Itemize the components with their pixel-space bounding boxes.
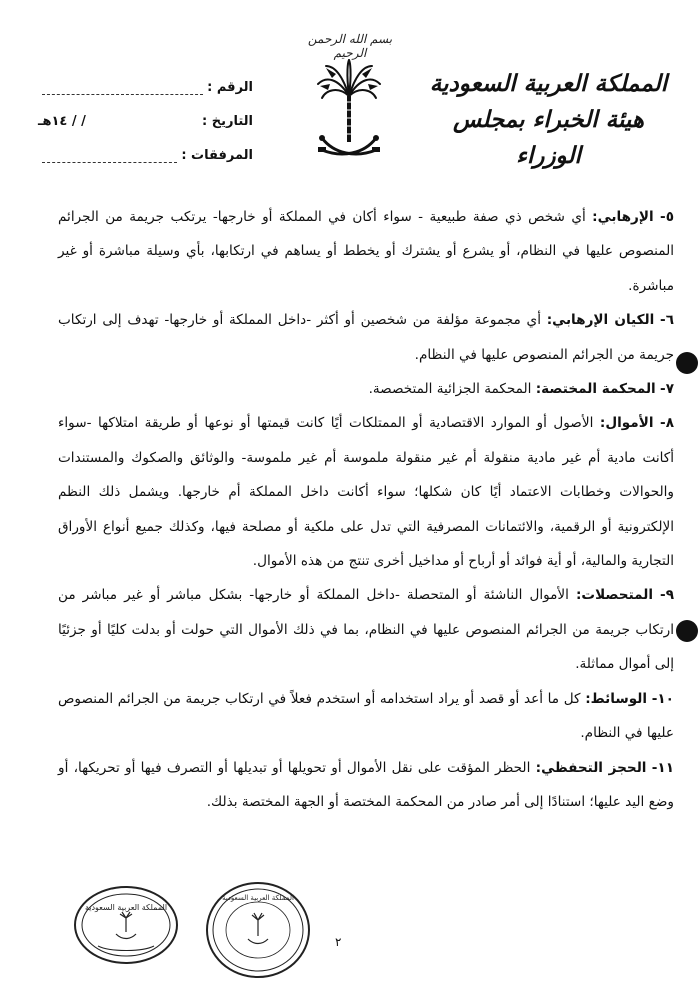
item-text: الأموال الناشئة أو المتحصلة -داخل المملكة أو خارجها- بشكل مباشر أو غير مباشر من ارتكاب جريمة من الجرائم المنصوص عليها في النظام، بما في ذلك الأموال التي حولت أو بدلت كليًا أو جزئيًا إلى أموال مماثلة.	[58, 587, 674, 673]
item-text: الأصول أو الموارد الاقتصادية أو الممتلكات أيًا كانت قيمتها أو نوعها أو طريقة امتلاكها -سواء أكانت مادية أم غير مادية منقولة أم غير منقولة ملموسة أم غير ملموسة- والوثائق والصكوك والمستندات والحوالات وخطابات الاعتماد أيًا كان شكلها؛ سواء أكانت داخل المملكة أم خارجها. ويشمل ذلك النظم الإلكترونية أو الرقمية، والائتمانات المصرفية التي تدل على ملكية أو مصلحة فيها، وكذلك جميع أنواع الأوراق التجارية والمالية، أو أية فوائد أو أرباح أو مداخيل أخرى تنتج من هذه الأموال.	[58, 415, 674, 570]
saudi-emblem-icon	[316, 58, 382, 168]
item-text: المحكمة الجزائية المتخصصة.	[368, 381, 532, 398]
date-row	[38, 104, 253, 138]
seal-right-text: المملكة العربية السعودية	[222, 894, 294, 902]
item-number: ٨-	[660, 415, 675, 432]
item-number: ٦-	[660, 312, 675, 329]
item-text: كل ما أعد أو قصد أو يراد استخدامه أو استخدم فعلاً في ارتكاب جريمة من الجرائم المنصوص عليها في النظام.	[58, 690, 674, 742]
item-term: الأموال:	[599, 415, 654, 432]
official-stamp-left	[74, 886, 178, 964]
attachments-label: المرفقات :	[181, 147, 253, 163]
definition-item	[58, 578, 674, 681]
reference-number-row	[38, 70, 253, 104]
item-term: الوسائط:	[585, 690, 648, 707]
org-line-bureau: هيئة الخبراء بمجلس الوزراء	[453, 106, 644, 169]
item-term: المتحصلات:	[575, 587, 654, 604]
item-number: ٩-	[660, 587, 674, 604]
attachments-row	[38, 138, 253, 172]
item-text: أي مجموعة مؤلفة من شخصين أو أكثر -داخل المملكة أو خارجها- تهدف إلى ارتكاب جريمة من الجرائم المنصوص عليها في النظام.	[58, 312, 674, 363]
item-term: الكيان الإرهابي:	[546, 312, 655, 329]
item-number: ٥-	[660, 209, 674, 225]
definition-item	[58, 406, 674, 578]
definition-item	[58, 751, 674, 820]
item-term: المحكمة المختصة:	[535, 381, 656, 398]
item-number: ١١-	[651, 759, 675, 776]
definition-item	[58, 303, 674, 372]
reference-number-line	[42, 80, 203, 95]
punch-hole-icon	[676, 620, 698, 642]
item-number: ١٠-	[651, 690, 674, 707]
seal-left-text: المملكة العربية السعودية	[84, 903, 168, 912]
punch-hole-icon	[676, 352, 698, 374]
org-line-kingdom: المملكة العربية السعودية	[429, 70, 668, 97]
organization-name	[421, 66, 676, 174]
item-text: الحظر المؤقت على نقل الأموال أو تحويلها أو تبديلها أو التصرف فيها أو تحريكها، أو وضع اليد عليها؛ استنادًا إلى أمر صادر من المحكمة المختصة أو الجهة المختصة بذلك.	[58, 759, 674, 810]
date-value: / / ١٤هـ	[38, 113, 86, 129]
reference-number-label: الرقم :	[207, 79, 253, 95]
item-term: الإرهابي:	[592, 209, 654, 225]
attachments-line	[42, 148, 177, 163]
definition-item	[58, 200, 674, 303]
item-text: أي شخص ذي صفة طبيعية - سواء أكان في المملكة أو خارجها- يرتكب جريمة من الجرائم المنصوص عليها في النظام، أو يشرع أو يشترك أو يخطط أو يساهم في ارتكابها، بأي وسيلة مباشرة أو غير مباشرة.	[58, 209, 674, 294]
item-number: ٧-	[660, 381, 674, 398]
item-term: الحجز التحفظي:	[535, 759, 647, 776]
definition-item	[58, 372, 674, 406]
reference-block	[38, 70, 253, 172]
definitions-list	[58, 200, 674, 819]
page-number: ٢	[335, 935, 342, 949]
basmala: بسم الله الرحمن الرحيم	[307, 32, 393, 60]
date-label: التاريخ :	[202, 113, 253, 129]
official-stamp-right	[206, 882, 310, 978]
definition-item	[58, 682, 674, 751]
